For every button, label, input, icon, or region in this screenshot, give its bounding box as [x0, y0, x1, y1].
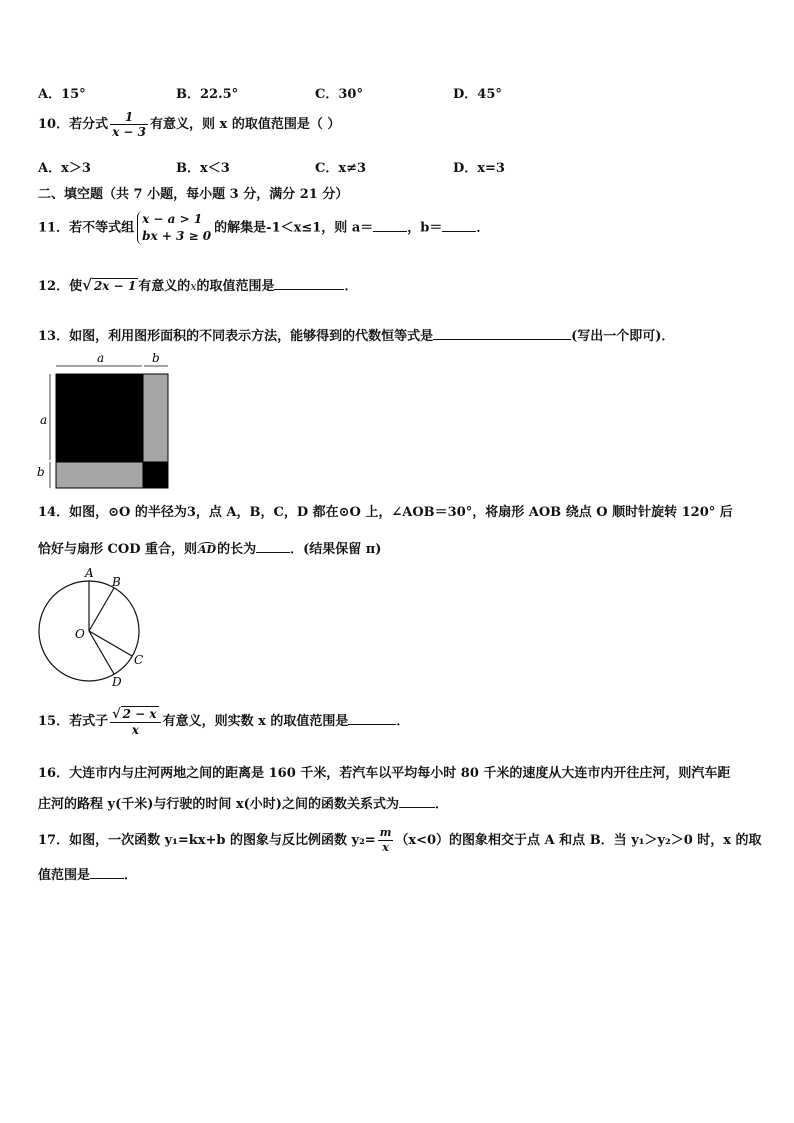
q15-radicand: 2 − x: [122, 707, 157, 721]
q12-var: x: [190, 280, 197, 293]
radical-sign-icon: √: [82, 276, 92, 294]
q11-blank-b[interactable]: [442, 219, 476, 232]
q17-line1-pre: 17．如图，一次函数 y₁=kx+b 的图象与反比例函数 y₂=: [38, 833, 376, 848]
q13-label-b-left: b: [37, 465, 45, 479]
q15-frac-num: [110, 706, 160, 722]
radical-sign-icon: √: [112, 707, 121, 722]
q13-square-a: [56, 374, 143, 462]
question-13: [38, 325, 674, 344]
q11-mid2: ，b＝: [407, 220, 443, 236]
q9-option-a: A．15°: [38, 87, 86, 102]
q10-option-a: A．x＞3: [38, 161, 91, 176]
q10-prefix: 10．若分式: [38, 117, 109, 132]
q16-end: ．: [434, 797, 448, 812]
q14-label-b: B: [112, 575, 121, 589]
q13-square-b: [143, 462, 168, 488]
q17-line2-text: 值范围是: [38, 868, 91, 883]
q14-circle-diagram: [30, 565, 160, 690]
q10-frac-den: x − 3: [112, 125, 147, 139]
q10-suffix: 有意义，则 x 的取值范围是（ ）: [150, 117, 341, 132]
q9-option-c: C．30°: [315, 87, 363, 102]
q11-blank-a[interactable]: [373, 219, 407, 232]
q17-blank[interactable]: [90, 866, 124, 879]
q13-label-a-left: a: [40, 413, 48, 427]
q13-rect-ab-bottom: [56, 462, 143, 488]
q11-prefix: 11．若不等式组: [38, 220, 135, 236]
q14-arc-ad: AD: [198, 543, 217, 556]
q14-line2-pre: 恰好与扇形 COD 重合，则: [38, 542, 197, 557]
q14-blank[interactable]: [256, 540, 290, 553]
q16-line-2: [38, 793, 448, 812]
q10-fraction: [110, 110, 148, 139]
q15-suffix: 有意义，则实数 x 的取值范围是: [162, 714, 349, 729]
q17-line-2: [38, 864, 137, 883]
question-11: [38, 211, 489, 245]
q14-radius-oc: [89, 631, 132, 656]
q13-blank[interactable]: [433, 327, 571, 340]
q12-radicand: 2x − 1: [93, 279, 137, 293]
q14-radius-od: [89, 631, 114, 674]
q14-label-c: C: [134, 653, 144, 667]
q17-fraction: [378, 826, 394, 855]
q13-label-b-top: b: [152, 351, 160, 365]
q14-label-d: D: [112, 675, 122, 689]
q12-end: ．: [344, 279, 358, 294]
q12-prefix: 12．使: [38, 279, 83, 294]
q15-end: ．: [396, 714, 410, 729]
question-15: [38, 706, 409, 737]
q13-suffix: (写出一个即可)．: [571, 329, 675, 344]
section-heading: 二、填空题（共 7 小题，每小题 3 分，满分 21 分）: [38, 187, 349, 202]
q14-label-a: A: [85, 566, 94, 580]
q13-prefix: 13．如图，利用图形面积的不同表示方法，能够得到的代数恒等式是: [38, 329, 434, 344]
q11-end: ．: [476, 220, 490, 236]
q10-frac-num: 1: [124, 110, 134, 124]
q17-line-1: [38, 826, 762, 855]
q15-frac-den: x: [110, 722, 160, 737]
q11-ineq-1: x − a > 1: [142, 212, 203, 226]
q10-option-c: C．x≠3: [315, 161, 367, 176]
q15-blank[interactable]: [348, 712, 396, 725]
q12-blank[interactable]: [274, 277, 344, 290]
q14-line-1: 14．如图，⊙O 的半径为3，点 A，B，C，D 都在⊙O 上，∠AOB＝30°，将扇形 AOB 绕点 O 顺时针旋转 120° 后: [38, 505, 733, 520]
q14-line2-post: ．(结果保留 π): [290, 542, 382, 557]
q12-post2: 的取值范围是: [196, 279, 275, 294]
q14-line-2: [38, 538, 381, 557]
q16-line2-text: 庄河的路程 y(千米)与行驶的时间 x(小时)之间的函数关系式为: [38, 797, 399, 812]
q13-square-diagram: [34, 348, 174, 493]
q11-ineq-2: bx + 3 ≥ 0: [142, 229, 212, 243]
q13-rect-ab-right: [143, 374, 168, 462]
q12-post: 有意义的: [138, 279, 191, 294]
q17-line1-post: （x<0）的图象相交于点 A 和点 B．当 y₁＞y₂＞0 时，x 的取: [395, 833, 762, 848]
q17-end: ．: [124, 868, 138, 883]
q13-label-a-top: a: [97, 351, 105, 365]
question-12: [38, 275, 357, 294]
q9-option-d: D．45°: [453, 87, 502, 102]
q14-line2-mid: 的长为: [217, 542, 257, 557]
q10-option-d: D．x=3: [453, 161, 505, 176]
q11-mid: 的解集是-1＜x≤1，则 a＝: [214, 220, 374, 236]
q16-line-1: 16．大连市内与庄河两地之间的距离是 160 千米，若汽车以平均每小时 80 千米的速度从大连市内开往庄河，则汽车距: [38, 766, 731, 781]
q15-fraction: [110, 706, 160, 737]
q17-frac-den: x: [378, 840, 394, 855]
q14-label-o: O: [75, 627, 85, 641]
q17-frac-num: m: [379, 826, 392, 839]
q9-option-b: B．22.5°: [176, 87, 239, 102]
q14-radius-ob: [89, 588, 114, 631]
q15-prefix: 15．若式子: [38, 714, 109, 729]
q11-inequality-system: [137, 211, 211, 245]
question-10: [38, 110, 340, 139]
q10-option-b: B．x＜3: [176, 161, 230, 176]
q16-blank[interactable]: [399, 795, 435, 808]
